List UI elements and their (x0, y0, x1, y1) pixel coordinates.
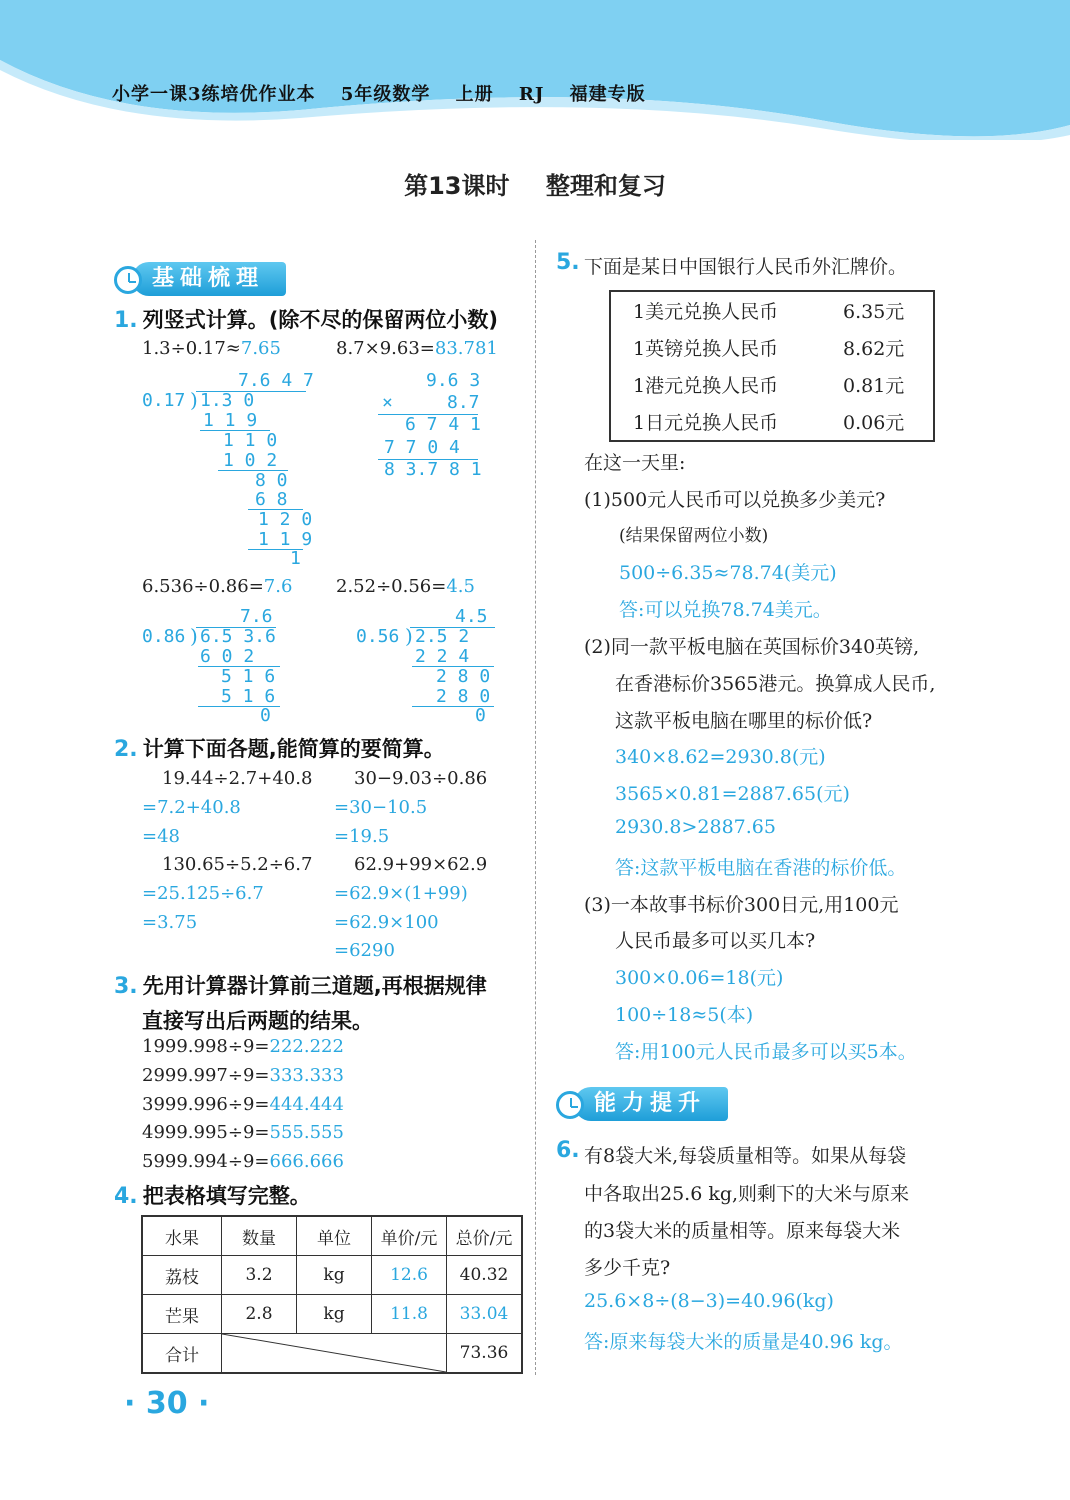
rate-value: 6.35元 (843, 301, 905, 323)
q5-part2-calc: 3565×0.81=2887.65(元) (615, 783, 850, 805)
dividend: 1.3 0 (200, 390, 255, 411)
q1-item-a (142, 338, 281, 359)
cell: 73.36 (447, 1334, 523, 1374)
exchange-rate-table (609, 290, 935, 442)
volume: 上册 (455, 84, 494, 105)
q5-part1-note: (结果保留两位小数) (619, 526, 769, 546)
quotient: 4.5 (455, 606, 488, 627)
q2-d-step: =62.9×(1+99) (334, 883, 468, 904)
cell: 荔枝 (142, 1256, 222, 1295)
remainder: 0 (475, 705, 486, 726)
rate-value: 0.06元 (843, 412, 905, 434)
cell: 芒果 (142, 1295, 222, 1334)
q5-part3-question: (3)一本故事书标价300日元,用100元 (584, 894, 899, 916)
step: 2 8 0 (436, 686, 491, 707)
rate-item: 1英镑兑换人民币 (633, 338, 779, 360)
q2-a-expr: 19.44÷2.7+40.8 (162, 768, 313, 789)
q1-item-d (336, 576, 475, 597)
q5-part1-answer: 答:可以兑换78.74美元。 (619, 599, 832, 621)
header-banner (0, 0, 1070, 140)
cell: 40.32 (447, 1256, 523, 1295)
step: 6 0 2 (200, 646, 255, 667)
multiplicand: 9.6 3 (426, 370, 481, 391)
lesson-number: 第13课时 (404, 172, 510, 200)
edition: RJ (518, 84, 545, 105)
step: 2 2 4 (415, 646, 470, 667)
region: 福建专版 (569, 84, 646, 105)
answer: 222.222 (269, 1036, 344, 1057)
partial-product: 7 7 0 4 (384, 437, 460, 458)
q3-number: 3. (114, 974, 138, 999)
q6-text-line: 中各取出25.6 kg,则剩下的大米与原来 (584, 1183, 910, 1205)
partial-product: 6 7 4 1 (405, 414, 481, 435)
q6-text-line: 多少千克? (584, 1257, 671, 1279)
q6-answer: 答:原来每袋大米的质量是40.96 kg。 (584, 1331, 903, 1353)
header-cell: 水果 (142, 1216, 222, 1256)
section-badge-advanced (556, 1087, 736, 1121)
quotient: 7.6 4 7 (238, 370, 314, 391)
expr: 2999.997÷9= (142, 1065, 270, 1086)
question-1 (114, 304, 498, 334)
times-sign: × (382, 392, 393, 413)
step: 1 1 9 (258, 529, 313, 550)
table-header-row (142, 1216, 522, 1256)
table-row (142, 1256, 522, 1295)
q4-text: 把表格填写完整。 (142, 1184, 311, 1208)
expr: 1.3÷0.17≈ (142, 338, 241, 359)
fruit-table (141, 1215, 523, 1374)
answer: 83.781 (434, 338, 498, 359)
question-5 (556, 250, 908, 278)
step: 2 8 0 (436, 666, 491, 687)
table-row (142, 1295, 522, 1334)
dividend: 6.5 3.6 (200, 626, 276, 647)
q5-part3-question: 人民币最多可以买几本? (615, 930, 816, 952)
divisor: 0.56 (356, 626, 400, 647)
q3-text: 先用计算器计算前三道题,再根据规律 (142, 974, 487, 998)
cell-answer: 33.04 (447, 1295, 523, 1334)
q2-a-step: =7.2+40.8 (142, 797, 241, 818)
q5-part2-question: 这款平板电脑在哪里的标价低? (615, 710, 873, 732)
q5-part2-answer: 答:这款平板电脑在香港的标价低。 (615, 857, 907, 879)
q3-row (142, 1122, 344, 1143)
q5-part3-calc: 100÷18≈5(本) (615, 1004, 754, 1026)
q6-text-line: 有8袋大米,每袋质量相等。如果从每袋 (584, 1145, 907, 1167)
q1-item-b (336, 338, 498, 359)
quotient: 7.6 (240, 606, 273, 627)
q3-row (142, 1151, 344, 1172)
header-cell: 数量 (222, 1216, 297, 1256)
q5-part3-calc: 300×0.06=18(元) (615, 967, 784, 989)
rate-item: 1美元兑换人民币 (633, 301, 779, 323)
question-2 (114, 733, 445, 763)
q1-text: 列竖式计算。(除不尽的保留两位小数) (142, 308, 498, 332)
section-label: 能力提升 (574, 1087, 728, 1121)
header-cell: 单位 (297, 1216, 372, 1256)
page-title (0, 166, 1070, 201)
cell: kg (297, 1295, 372, 1334)
expr: 5999.994÷9= (142, 1151, 270, 1172)
clock-icon (114, 266, 142, 294)
cell: 2.8 (222, 1295, 297, 1334)
q5-number: 5. (556, 250, 580, 275)
cell-answer: 12.6 (372, 1256, 447, 1295)
expr: 8.7×9.63= (336, 338, 435, 359)
answer: 666.666 (269, 1151, 344, 1172)
q2-b-expr: 30−9.03÷0.86 (354, 768, 488, 789)
cell: 3.2 (222, 1256, 297, 1295)
expr: 3999.996÷9= (142, 1094, 270, 1115)
lesson-topic: 整理和复习 (545, 172, 666, 200)
q5-text: 下面是某日中国银行人民币外汇牌价。 (584, 256, 908, 278)
rate-item: 1港元兑换人民币 (633, 375, 779, 397)
q2-d-expr: 62.9+99×62.9 (354, 854, 488, 875)
expr: 6.536÷0.86= (142, 576, 264, 597)
answer: 333.333 (269, 1065, 344, 1086)
q2-a-answer: =48 (142, 826, 180, 847)
multiplier: 8.7 (447, 392, 480, 413)
divisor: 0.86 (142, 626, 186, 647)
answer: 7.65 (240, 338, 281, 359)
answer: 555.555 (269, 1122, 344, 1143)
dividend: 2.5 2 (415, 626, 470, 647)
expr: 2.52÷0.56= (336, 576, 447, 597)
table-row (610, 329, 934, 366)
q5-part2-question: 在香港标价3565港元。换算成人民币, (615, 673, 936, 695)
cell: 合计 (142, 1334, 222, 1374)
q2-c-expr: 130.65÷5.2÷6.7 (162, 854, 313, 875)
q2-c-answer: =3.75 (142, 912, 198, 933)
q5-part3-answer: 答:用100元人民币最多可以买5本。 (615, 1041, 917, 1063)
remainder: 1 (290, 548, 301, 569)
q2-text: 计算下面各题,能简算的要简算。 (142, 737, 445, 761)
q1-item-c (142, 576, 292, 597)
q6-calc: 25.6×8÷(8−3)=40.96(kg) (584, 1290, 834, 1312)
step: 1 0 2 (223, 450, 278, 471)
q3-row (142, 1065, 344, 1086)
question-4 (114, 1180, 311, 1210)
product: 8 3.7 8 1 (384, 459, 482, 480)
q2-c-step: =25.125÷6.7 (142, 883, 264, 904)
division-bracket: ) (405, 624, 413, 648)
diagonal-cell (222, 1334, 447, 1374)
q2-d-step: =62.9×100 (334, 912, 439, 933)
q5-part1-question: (1)500元人民币可以兑换多少美元? (584, 489, 886, 511)
page-number: · 30 · (124, 1386, 210, 1421)
q5-part1-calc: 500÷6.35≈78.74(美元) (619, 562, 837, 584)
q3-row (142, 1094, 344, 1115)
step: 6 8 (255, 489, 288, 510)
q5-part2-question: (2)同一款平板电脑在英国标价340英镑, (584, 636, 920, 658)
step: 1 1 0 (223, 430, 278, 451)
step: 1 1 9 (203, 410, 258, 431)
header-cell: 单价/元 (372, 1216, 447, 1256)
division-bracket: ) (190, 624, 198, 648)
q4-number: 4. (114, 1184, 138, 1209)
division-bracket: ) (190, 388, 198, 412)
divisor: 0.17 (142, 390, 186, 411)
answer: 4.5 (446, 576, 475, 597)
q3-row (142, 1036, 344, 1057)
q5-part2-calc: 2930.8>2887.65 (615, 816, 776, 838)
question-6 (556, 1138, 580, 1163)
question-3 (114, 970, 487, 1000)
table-total-row (142, 1334, 522, 1374)
grade: 5年级数学 (340, 84, 431, 105)
q2-number: 2. (114, 737, 138, 762)
q1-number: 1. (114, 308, 138, 333)
table-row (610, 291, 934, 329)
answer: 7.6 (263, 576, 293, 597)
q5-part2-calc: 340×8.62=2930.8(元) (615, 746, 826, 768)
expr: 4999.995÷9= (142, 1122, 270, 1143)
column-divider (535, 240, 536, 1375)
header-text (112, 80, 664, 106)
section-label: 基础梳理 (132, 262, 286, 296)
cell: kg (297, 1256, 372, 1295)
step: 5 1 6 (221, 686, 276, 707)
q2-b-step: =30−10.5 (334, 797, 428, 818)
answer: 444.444 (269, 1094, 344, 1115)
rate-value: 8.62元 (843, 338, 905, 360)
step: 1 2 0 (258, 509, 313, 530)
q2-d-answer: =6290 (334, 940, 395, 961)
book-name: 小学一课3练培优作业本 (112, 84, 316, 105)
table-row (610, 403, 934, 441)
expr: 1999.998÷9= (142, 1036, 270, 1057)
q5-intro: 在这一天里: (584, 452, 686, 474)
section-badge-basic (114, 262, 294, 296)
cell-answer: 11.8 (372, 1295, 447, 1334)
remainder: 0 (260, 705, 271, 726)
rate-item: 1日元兑换人民币 (633, 412, 779, 434)
q3-text-line2: 直接写出后两题的结果。 (142, 1009, 373, 1033)
header-cell: 总价/元 (447, 1216, 523, 1256)
q6-text-line: 的3袋大米的质量相等。原来每袋大米 (584, 1220, 901, 1242)
rate-value: 0.81元 (843, 375, 905, 397)
q2-b-answer: =19.5 (334, 826, 390, 847)
q6-number: 6. (556, 1138, 580, 1163)
step: 5 1 6 (221, 666, 276, 687)
step: 8 0 (255, 470, 288, 491)
table-row (610, 366, 934, 403)
clock-icon (556, 1091, 584, 1119)
diagonal-line (222, 1334, 446, 1372)
